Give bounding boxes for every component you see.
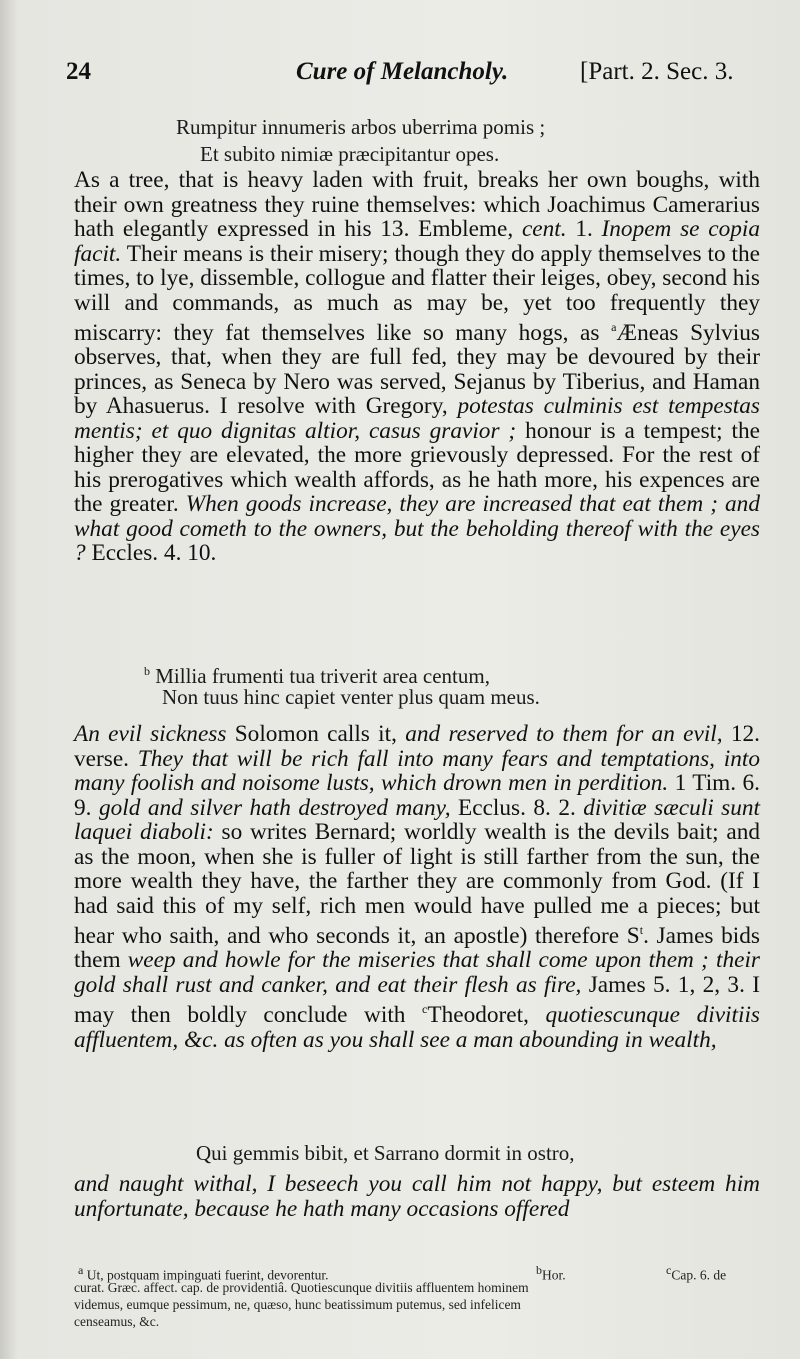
- verse-line: $^b$ Millia frumenti tua triverit area centum,: [144, 664, 490, 688]
- footnote-line: curat. Græc. affect. cap. de providentiâ. Quotiescunque divitiis affluentem hominem: [74, 1280, 529, 1295]
- footnote-marker: c: [422, 1002, 428, 1017]
- footnote-line: [74, 1262, 764, 1283]
- footnote-line: videmus, eumque pessimum, ne, quæso, hunc beatissimum putemus, sed infelicem: [74, 1297, 521, 1312]
- verse-line: Qui gemmis bibit, et Sarrano dormit in ostro,: [196, 1141, 575, 1165]
- footnote-b: bHor.: [536, 1263, 566, 1283]
- footnote-c: cCap. 6. de: [666, 1263, 727, 1283]
- running-title: Cure of Melancholy.: [296, 58, 509, 85]
- page-header: [66, 58, 764, 94]
- page-number: 24: [66, 58, 91, 85]
- paragraph: As a tree, that is heavy laden with fruit, breaks her own boughs, with their own greatness they ruine themselves: which Joachimus Camerarius hath elegantly expressed in his 13. Embleme, cent. 1. Inopem se copia facit. Their means is their misery; though they do apply themselves to the times, to lye, dissemble, collogue and flatter their leiges, obey, second his will and commands, as much as may be, yet too frequently they miscarry: they fat themselves like so many hogs, as $^a$Æneas Sylvius observes, that, when they are full fed, they may be devoured by their princes, as Seneca by Nero was served, Sejanus by Tiberius, and Haman by Ahasuerus. I resolve with Gregory, potestas culminis est tempestas mentis; et quo dignitas altior, casus gravior ; honour is a tempest; the higher they are elevated, the more grievously depressed. For the rest of his prerogatives which wealth affords, as he hath more, his expences are the greater. When goods increase, they are increased that eat them ; and what good cometh to the owners, but the beholding thereof with the eyes ? Eccles. 4. 10.: [74, 167, 760, 567]
- footnote-marker: b: [144, 664, 150, 678]
- paragraph: and naught withal, I beseech you call him not happy, but esteem him unfortunate, because he hath many occasions offered: [74, 1171, 760, 1222]
- paragraph: An evil sickness Solomon calls it, and reserved to them for an evil, 12. verse. They that will be rich fall into many fears and temptations, into many foolish and noisome lusts, which drown men in perdition. 1 Tim. 6. 9. gold and silver hath destroyed many, Ecclus. 8. 2. divitiæ sæculi sunt laquei diaboli: so writes Bernard; worldly wealth is the devils bait; and as the moon, when she is fuller of light is still farther from the sun, the more wealth they have, the farther they are commonly from God. (If I had said this of my self, rich men would have pulled me a pieces; but hear who saith, and who seconds it, an apostle) therefore S$^t$. James bids them weep and howle for the miseries that shall come upon them ; their gold shall rust and canker, and eat their flesh as fire, James 5. 1, 2, 3. I may then boldly conclude with $^c$Theodoret, quotiescunque divitiis affluentem, &c. as often as you shall see a man abounding in wealth,: [74, 721, 761, 1053]
- footnote-a: a Ut, postquam impinguati fuerint, devorentur.: [78, 1263, 329, 1283]
- verse-line: Et subito nimiæ præcipitantur opes.: [200, 142, 500, 166]
- verse-line: Rumpitur innumeris arbos uberrima pomis ;: [176, 115, 546, 139]
- footnotes: [74, 1262, 764, 1330]
- section-reference: [Part. 2. Sec. 3.: [580, 58, 734, 85]
- footnote-marker: a: [611, 320, 617, 334]
- verse-line: Non tuus hinc capiet venter plus quam meus.: [162, 685, 540, 709]
- footnote-line: censeamus, &c.: [74, 1314, 160, 1329]
